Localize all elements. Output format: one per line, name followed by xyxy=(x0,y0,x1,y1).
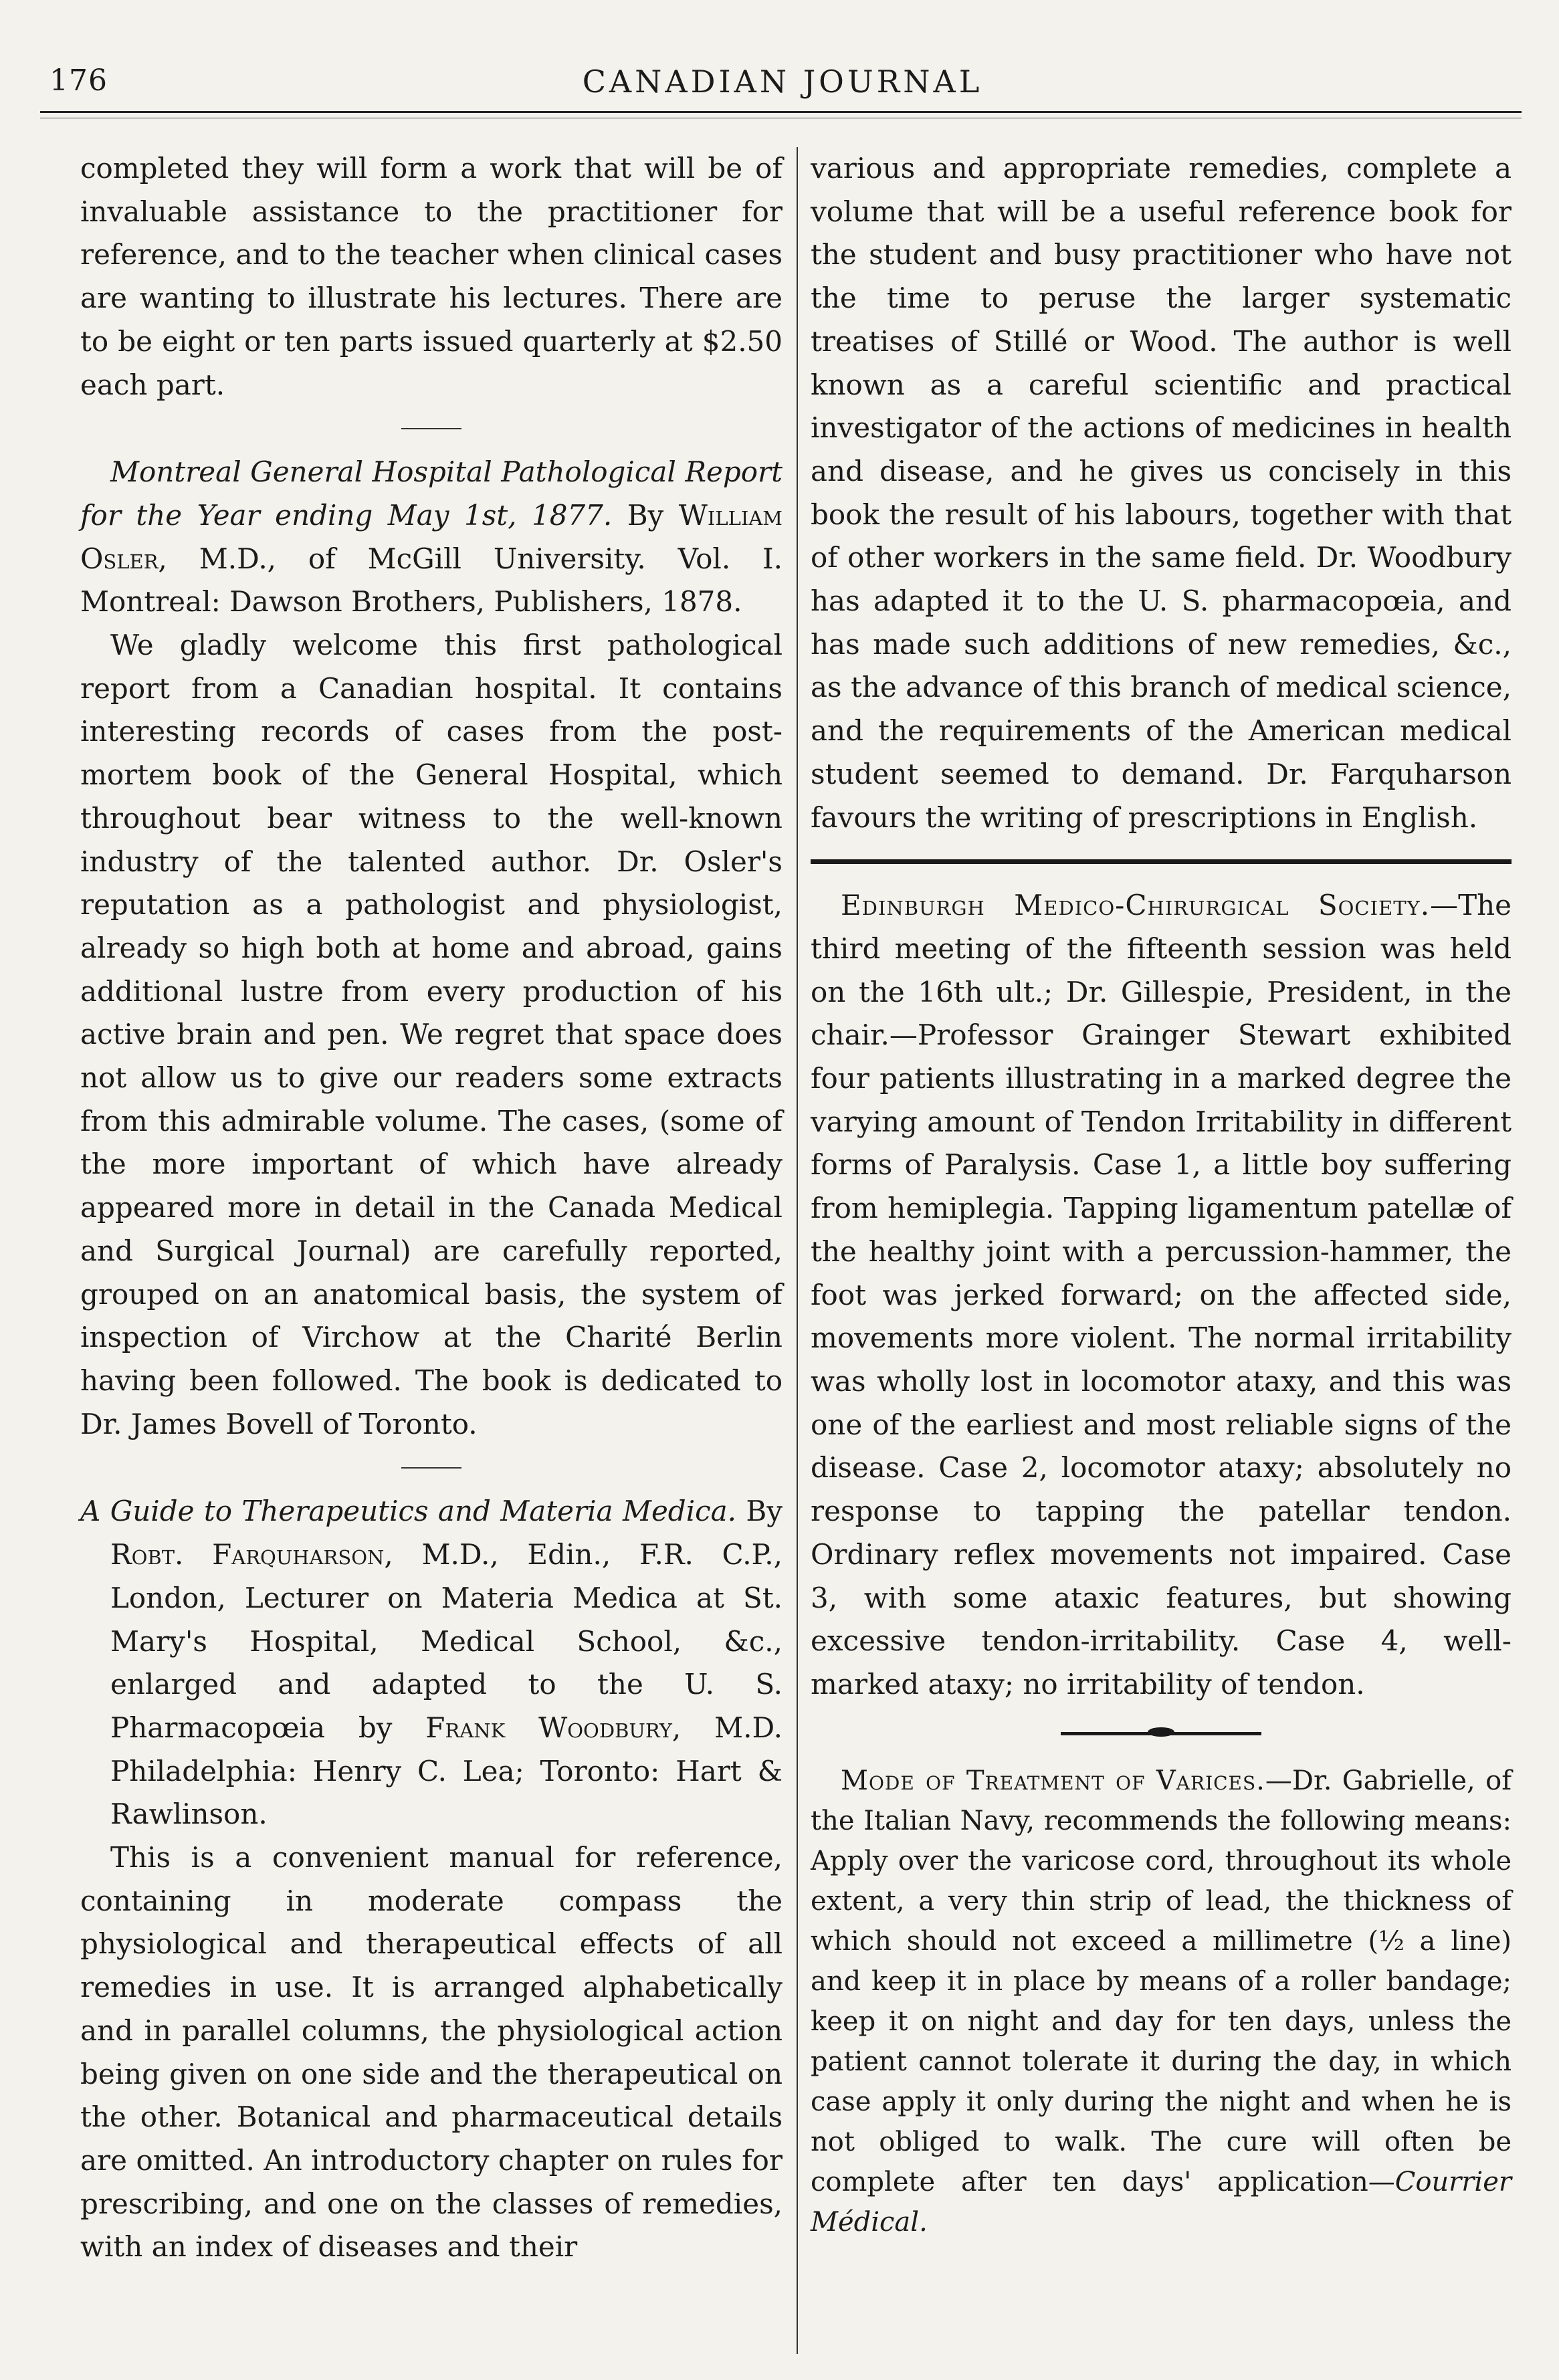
journal-title: CANADIAN JOURNAL xyxy=(582,64,983,100)
varices-article xyxy=(811,1761,1512,2242)
review-publication: M.D., of McGill University. Vol. I. Montreal: Dawson Brothers, Publishers, 1878. xyxy=(80,542,783,619)
right-column xyxy=(811,147,1512,2242)
varices-source: Courrier Médical. xyxy=(811,2166,1512,2238)
continued-paragraph: various and appropriate remedies, complete a volume that will be a useful reference book for the student and busy practitioner who have not the time to peruse the larger systematic treatises of Stillé or Wood. The author is well known as a careful scientific and practical investigator of the actions of medicines in health and disease, and he gives us concisely in this book the result of his labours, together with that of other workers in the same field. Dr. Woodbury has adapted it to the U. S. pharmacopœia, and has made such additions of new remedies, &c., as the advance of this branch of medical science, and the requirements of the American medical student seemed to demand. Dr. Farquharson favours the writing of prescriptions in English. xyxy=(811,152,1512,834)
review-author: William Osler, xyxy=(80,498,783,575)
page-header xyxy=(40,64,1525,117)
society-report xyxy=(811,884,1512,1706)
continued-paragraph: completed they will form a work that will be of invaluable assistance to the practitioner for reference, and to the teacher when clinical cases are wanting to illustrate his lectures. There are to be eight or ten parts issued quarterly at $2.50 each part. xyxy=(80,152,783,401)
left-column xyxy=(80,147,783,2269)
section-separator xyxy=(401,1467,461,1469)
review-author-credentials: M.D., Edin., F.R. C.P., London, Lecturer on Materia Medica at St. Mary's Hospital, Medical School, &c., enlarged and adapted to the U. S. Pharmacopœia by xyxy=(110,1538,783,1744)
section-separator xyxy=(401,428,461,429)
review-citation-farquharson xyxy=(80,1490,783,1836)
header-rule xyxy=(40,111,1522,113)
review-title: Montreal General Hospital Pathological Report for the Year ending May 1st, 1877. xyxy=(80,455,783,532)
review-body-farquharson: This is a convenient manual for reference, containing in moderate compass the physiological and therapeutical effects of all remedies in use. It is arranged alphabetically and in parallel columns, the physiological action being given on one side and the therapeutical on the other. Botanical and pharmaceutical details are omitted. An introductory chapter on rules for prescribing, and one on the classes of remedies, with an index of diseases and their xyxy=(80,1841,783,2264)
review-author: Robt. Farquharson, xyxy=(110,1538,393,1572)
page-number: 176 xyxy=(49,64,108,98)
review-by: By xyxy=(627,498,664,532)
section-separator-thick xyxy=(811,859,1512,864)
varices-body: —Dr. Gabrielle, of the Italian Navy, recommends the following means: Apply over the varicose cord, throughout its whole extent, a very thin strip of lead, the thickness of which should not exceed a millimetre (½ a line) and keep it in place by means of a roller bandage; keep it on night and day for ten days, unless the patient cannot tolerate it during the day, in which case apply it only during the night and when he is not obliged to walk. The cure will often be complete after ten days' application— xyxy=(811,1765,1512,2197)
society-heading: Edinburgh Medico-Chirurgical Society. xyxy=(841,889,1431,922)
review-by: By xyxy=(746,1495,783,1528)
ornamental-separator xyxy=(1061,1732,1261,1735)
society-body: —The third meeting of the fifteenth session was held on the 16th ult.; Dr. Gillespie, President, in the chair.—Professor Grainger Stewart exhibited four patients illustrating in a marked degree the varying amount of Tendon Irritability in different forms of Paralysis. Case 1, a little boy suffering from hemiplegia. Tapping ligamentum patellæ of the healthy joint with a percussion-hammer, the foot was jerked forward; on the affected side, movements more violent. The normal irritability was wholly lost in locomotor ataxy, and this was one of the earliest and most reliable signs of the disease. Case 2, locomotor ataxy; absolutely no response to tapping the patellar tendon. Ordinary reflex movements not impaired. Case 3, with some ataxic features, but showing excessive tendon-irritability. Case 4, well-marked ataxy; no irritability of tendon. xyxy=(811,889,1512,1701)
varices-heading: Mode of Treatment of Varices. xyxy=(841,1765,1265,1796)
review-body-osler: We gladly welcome this first pathological report from a Canadian hospital. It contains interesting records of cases from the post-mortem book of the General Hospital, which throughout bear witness to the well-known industry of the talented author. Dr. Osler's reputation as a pathologist and physiologist, already so high both at home and abroad, gains additional lustre from every production of his active brain and pen. We regret that space does not allow us to give our readers some extracts from this admirable volume. The cases, (some of the more important of which have already appeared more in detail in the Canada Medical and Surgical Journal) are carefully reported, grouped on an anatomical basis, the system of inspection of Virchow at the Charité Berlin having been followed. The book is dedicated to Dr. James Bovell of Toronto. xyxy=(80,629,783,1440)
review-publication: M.D. Philadelphia: Henry C. Lea; Toronto: Hart & Rawlinson. xyxy=(110,1711,783,1831)
review-editor: Frank Woodbury, xyxy=(425,1711,682,1744)
column-divider xyxy=(797,147,798,2354)
review-title: A Guide to Therapeutics and Materia Medica. xyxy=(80,1495,737,1528)
review-citation-osler xyxy=(80,451,783,624)
